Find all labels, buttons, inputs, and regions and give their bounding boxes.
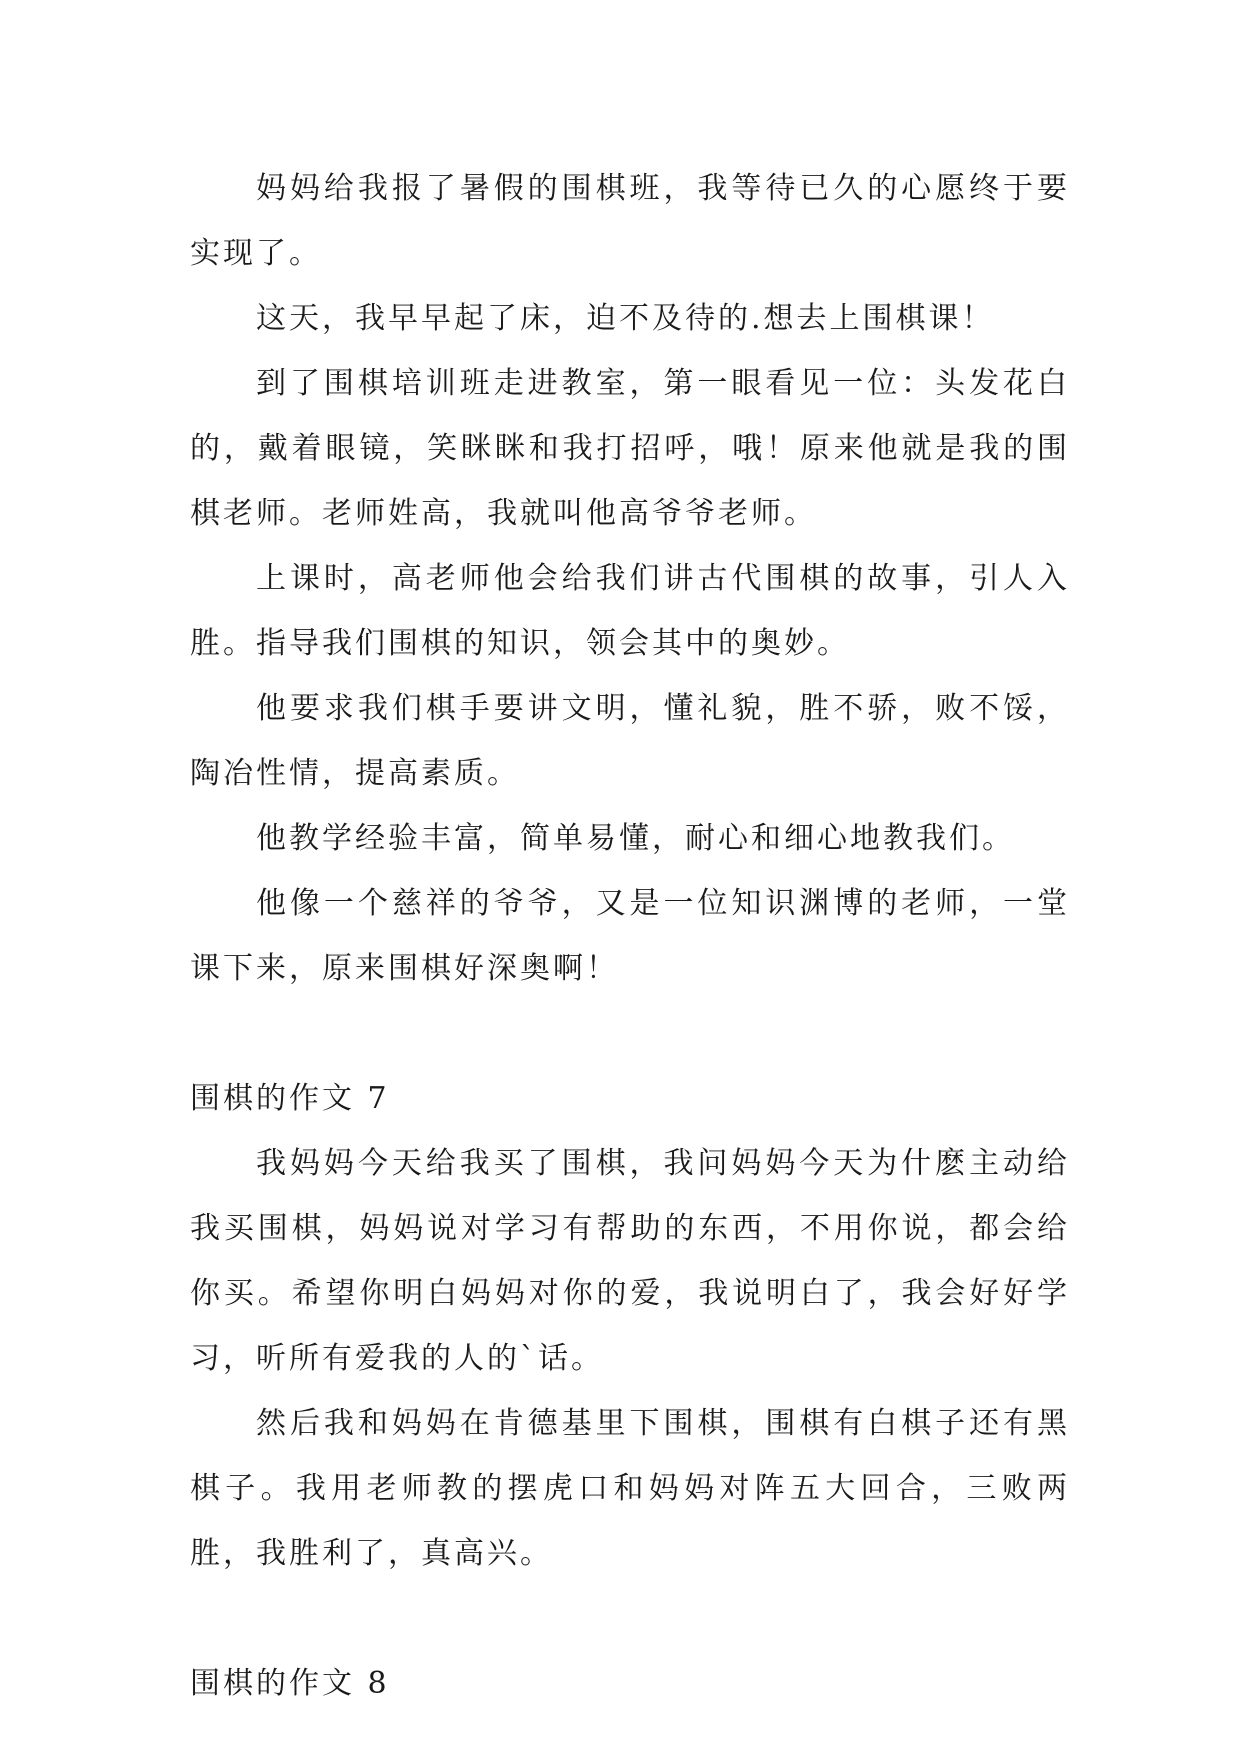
paragraph: 到了围棋培训班走进教室，第一眼看见一位：头发花白的，戴着眼镜，笑眯眯和我打招呼，哦！原来他就是我的围棋老师。老师姓高，我就叫他高爷爷老师。 (190, 366, 1070, 531)
paragraph: 他像一个慈祥的爷爷，又是一位知识渊博的老师，一堂课下来，原来围棋好深奥啊！ (190, 886, 1070, 986)
paragraph: 他要求我们棋手要讲文明，懂礼貌，胜不骄，败不馁，陶冶性情，提高素质。 (190, 691, 1070, 791)
paragraph: 然后我和妈妈在肯德基里下围棋，围棋有白棋子还有黑棋子。我用老师教的摆虎口和妈妈对阵五大回合，三败两胜，我胜利了，真高兴。 (190, 1406, 1070, 1571)
section-heading: 围棋的作文 7 (190, 1081, 390, 1116)
paragraph: 我妈妈今天给我买了围棋，我问妈妈今天为什麽主动给我买围棋，妈妈说对学习有帮助的东西，不用你说，都会给你买。希望你明白妈妈对你的爱，我说明白了，我会好好学习，听所有爱我的人的`话。 (190, 1146, 1070, 1376)
document-body (190, 156, 1070, 1716)
section-heading: 围棋的作文 8 (190, 1666, 390, 1701)
paragraph: 妈妈给我报了暑假的围棋班，我等待已久的心愿终于要实现了。 (190, 171, 1070, 271)
paragraph: 这天，我早早起了床，迫不及待的.想去上围棋课！ (256, 301, 995, 336)
paragraph: 他教学经验丰富，简单易懂，耐心和细心地教我们。 (256, 821, 1015, 856)
paragraph: 上课时，高老师他会给我们讲古代围棋的故事，引人入胜。指导我们围棋的知识，领会其中的奥妙。 (190, 561, 1070, 661)
